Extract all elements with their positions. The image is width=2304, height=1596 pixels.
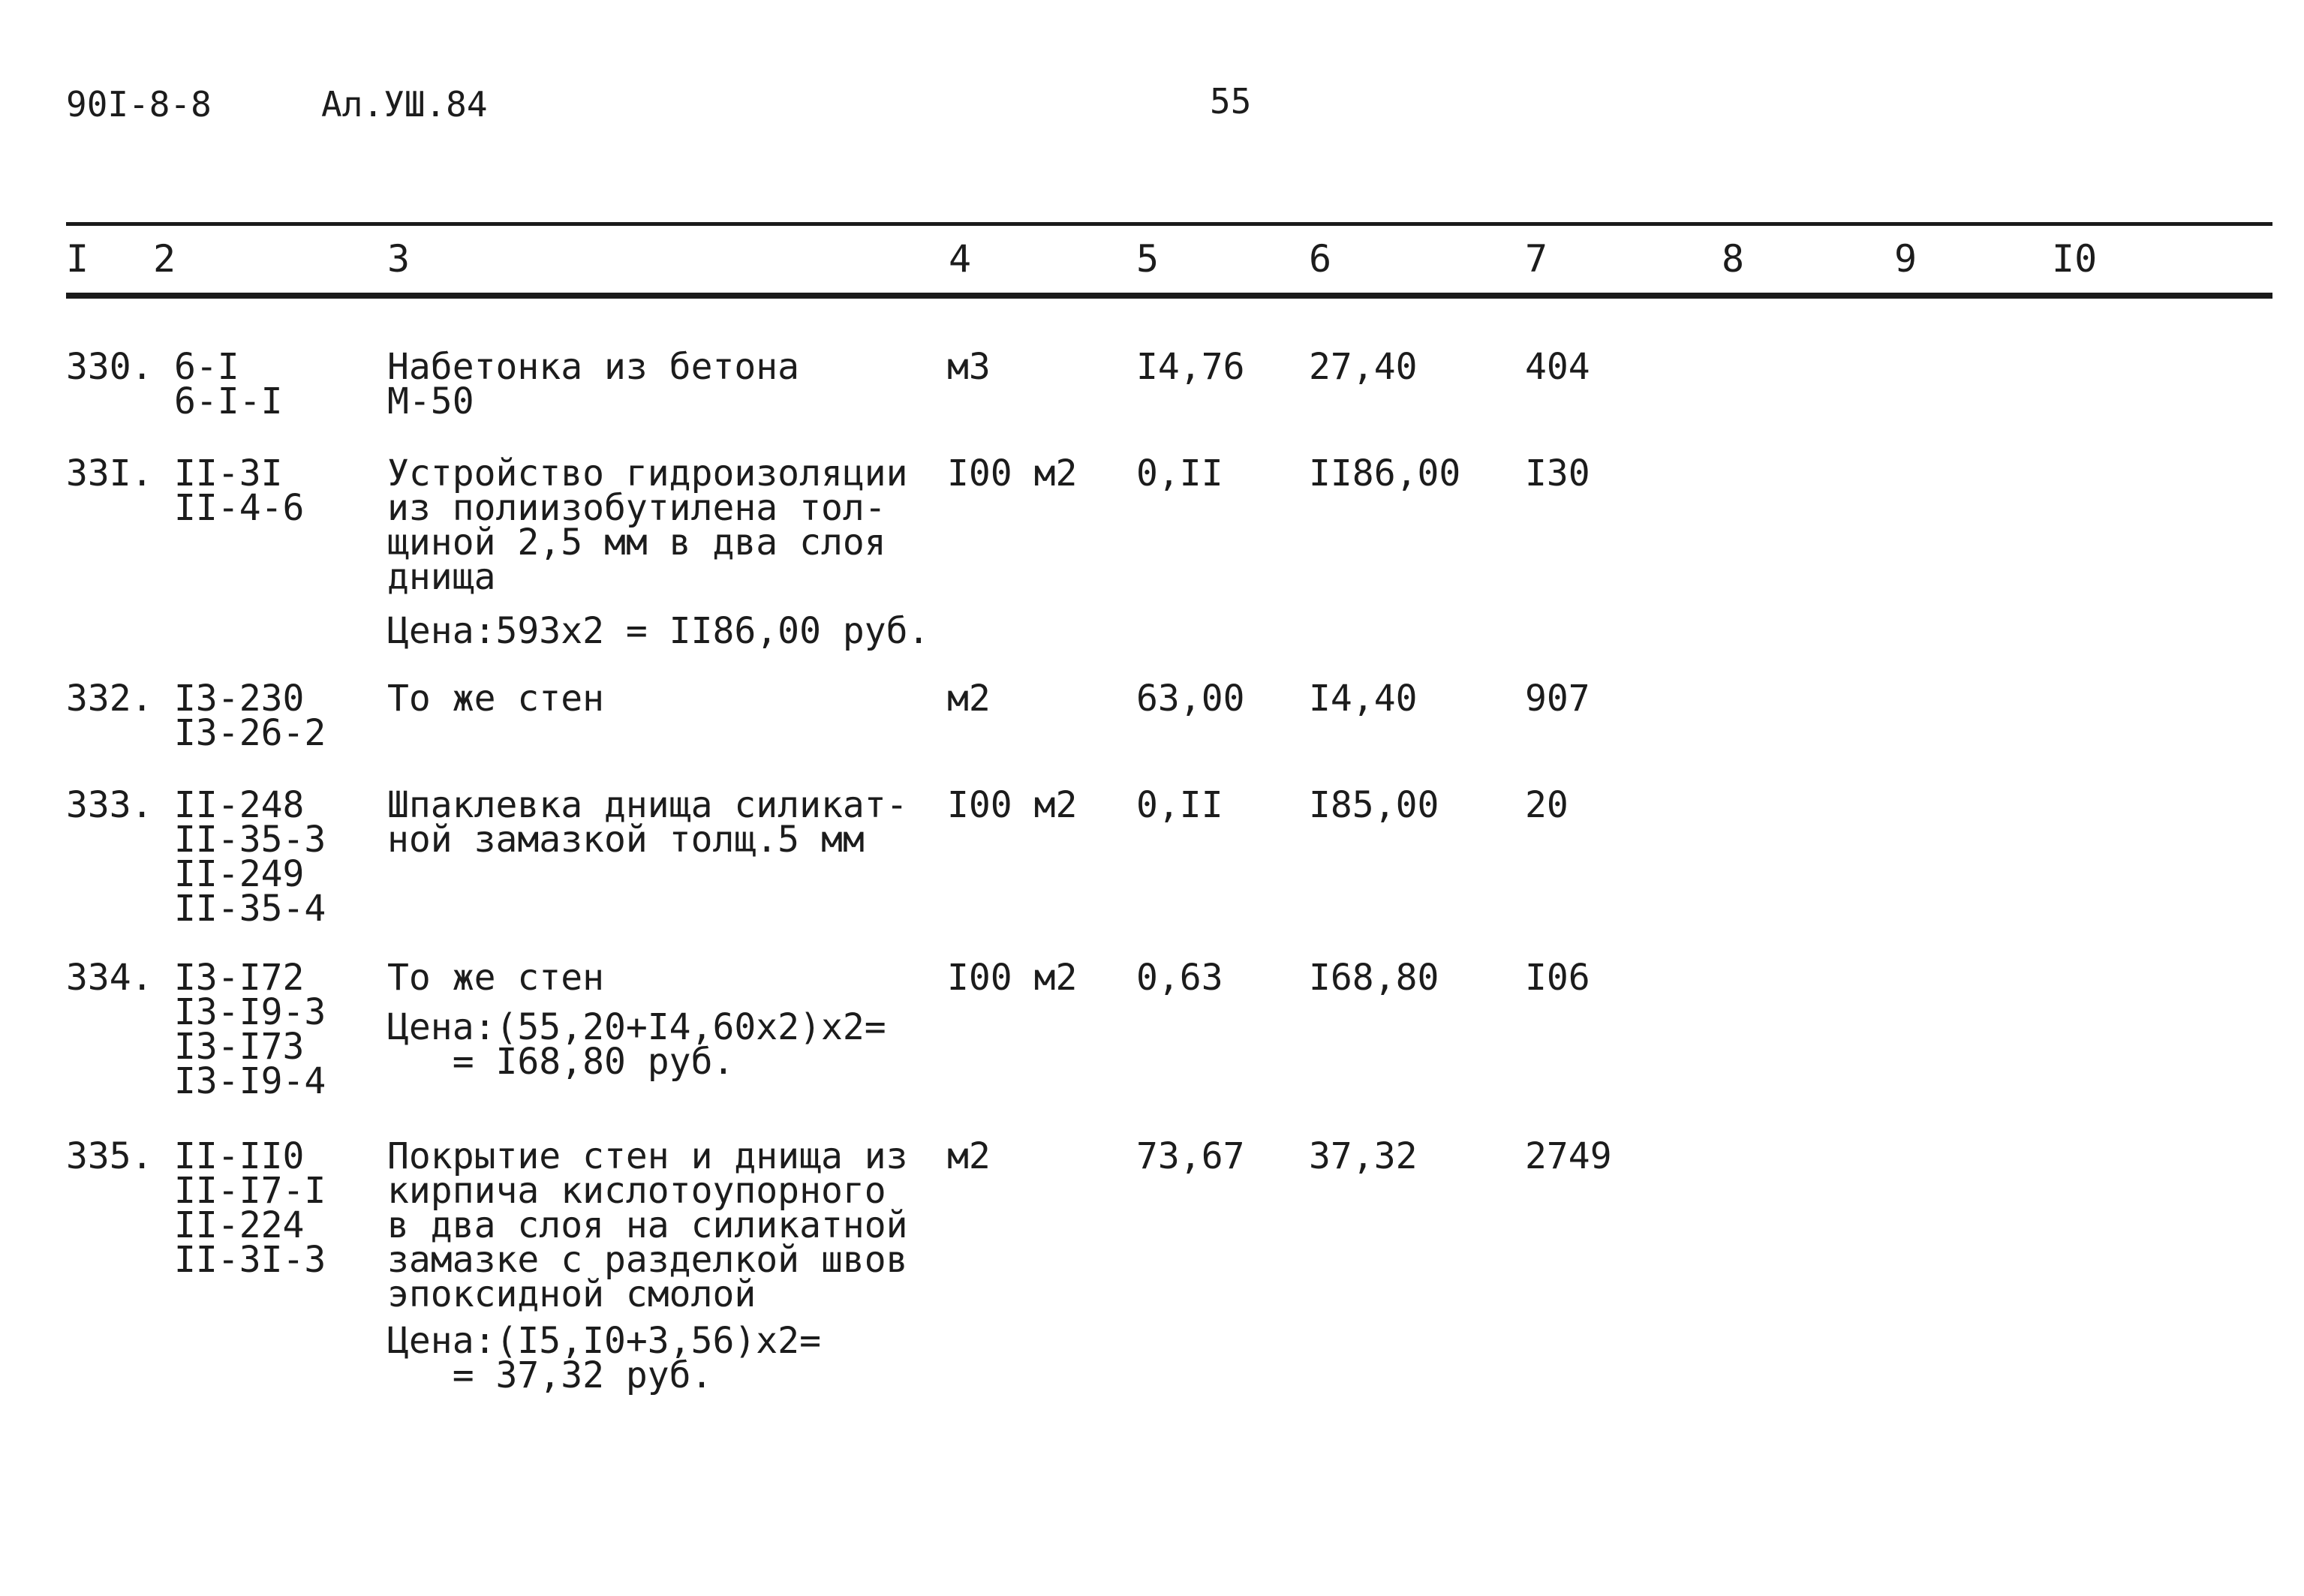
description-line: Покрытие стен и днища из: [387, 1135, 908, 1177]
table-header-rule: [66, 293, 2272, 299]
row-codes: [174, 784, 326, 930]
row-codes: [174, 957, 326, 1102]
row-quantity: I4,76: [1136, 346, 1245, 388]
row-unit: м2: [947, 678, 991, 720]
description-line: днища: [387, 556, 496, 598]
row-number: 330.: [66, 346, 153, 388]
row-unit: I00 м2: [947, 957, 1078, 999]
row-total: 907: [1525, 678, 1590, 720]
row-quantity: 0,II: [1136, 452, 1223, 494]
row-quantity: 0,II: [1136, 784, 1223, 826]
row-unit-price: 37,32: [1309, 1135, 1418, 1177]
price-note-line: = I68,80 руб.: [387, 1041, 735, 1083]
column-header-4: 4: [949, 237, 972, 281]
column-header-6: 6: [1309, 237, 1332, 281]
code-line: I3-I73: [174, 1026, 305, 1068]
code-line: I3-I9-4: [174, 1060, 326, 1102]
row-price-note: [387, 1320, 821, 1396]
price-note-line: Цена:(I5,I0+3,56)х2=: [387, 1320, 821, 1362]
code-line: I3-26-2: [174, 712, 326, 754]
row-unit: м2: [947, 1135, 991, 1177]
row-number: 335.: [66, 1135, 153, 1177]
description-line: М-50: [387, 380, 474, 422]
description-line: Устройство гидроизоляции: [387, 452, 908, 494]
code-line: 6-I-I: [174, 380, 283, 422]
description-line: Набетонка из бетона: [387, 346, 800, 388]
description-line: в два слоя на силикатной: [387, 1204, 908, 1246]
row-number: 33I.: [66, 452, 153, 494]
row-unit: I00 м2: [947, 452, 1078, 494]
description-line: кирпича кислотоупорного: [387, 1170, 886, 1212]
table-top-rule: [66, 222, 2272, 226]
row-description: [387, 957, 604, 999]
price-note-line: Цена:(55,20+I4,60х2)х2=: [387, 1006, 886, 1048]
row-codes: [174, 1135, 326, 1281]
column-header-9: 9: [1894, 237, 1917, 281]
row-total: I06: [1525, 957, 1590, 999]
album-ref: Ал.УШ.84: [321, 84, 488, 125]
row-number: 334.: [66, 957, 153, 999]
description-line: щиной 2,5 мм в два слоя: [387, 521, 886, 564]
description-line: замазке с разделкой швов: [387, 1239, 908, 1281]
description-line: То же стен: [387, 678, 604, 720]
description-line: Шпаклевка днища силикат-: [387, 784, 908, 826]
row-description: [387, 346, 800, 422]
code-line: II-35-4: [174, 888, 326, 930]
description-line: из полиизобутилена тол-: [387, 487, 886, 529]
row-price-note: [387, 610, 930, 652]
code-line: II-248: [174, 784, 305, 826]
row-description: [387, 1135, 908, 1315]
row-codes: [174, 452, 305, 529]
row-total: 2749: [1525, 1135, 1612, 1177]
description-line: эпоксидной смолой: [387, 1273, 756, 1315]
row-unit-price: I85,00: [1309, 784, 1439, 826]
row-codes: [174, 678, 326, 754]
row-description: [387, 678, 604, 720]
code-line: II-I7-I: [174, 1170, 326, 1212]
row-number: 333.: [66, 784, 153, 826]
code-line: I3-I72: [174, 957, 305, 999]
row-codes: [174, 346, 283, 422]
code-line: 6-I: [174, 346, 239, 388]
price-note-line: Цена:593х2 = II86,00 руб.: [387, 610, 930, 652]
row-quantity: 73,67: [1136, 1135, 1245, 1177]
column-header-7: 7: [1525, 237, 1548, 281]
code-line: II-3I: [174, 452, 283, 494]
row-description: [387, 784, 908, 861]
code-line: II-224: [174, 1204, 305, 1246]
row-unit-price: I68,80: [1309, 957, 1439, 999]
column-header-5: 5: [1136, 237, 1160, 281]
row-unit-price: 27,40: [1309, 346, 1418, 388]
description-line: То же стен: [387, 957, 604, 999]
column-header-10: I0: [2052, 237, 2098, 281]
row-total: 404: [1525, 346, 1590, 388]
code-line: II-249: [174, 853, 305, 895]
price-note-line: = 37,32 руб.: [387, 1354, 713, 1396]
row-number: 332.: [66, 678, 153, 720]
description-line: ной замазкой толщ.5 мм: [387, 819, 865, 861]
doc-code: 90I-8-8: [66, 84, 212, 125]
code-line: II-4-6: [174, 487, 305, 529]
row-unit: I00 м2: [947, 784, 1078, 826]
column-header-1: I: [66, 237, 89, 281]
column-header-3: 3: [387, 237, 411, 281]
row-unit: м3: [947, 346, 991, 388]
row-total: I30: [1525, 452, 1590, 494]
code-line: II-3I-3: [174, 1239, 326, 1281]
row-unit-price: I4,40: [1309, 678, 1418, 720]
row-price-note: [387, 1006, 886, 1083]
code-line: II-35-3: [174, 819, 326, 861]
row-total: 20: [1525, 784, 1569, 826]
row-description: [387, 452, 908, 598]
column-header-2: 2: [153, 237, 176, 281]
row-unit-price: II86,00: [1309, 452, 1461, 494]
row-quantity: 63,00: [1136, 678, 1245, 720]
column-header-8: 8: [1722, 237, 1745, 281]
code-line: I3-230: [174, 678, 305, 720]
code-line: I3-I9-3: [174, 991, 326, 1033]
page-number: 55: [1210, 81, 1252, 122]
code-line: II-II0: [174, 1135, 305, 1177]
row-quantity: 0,63: [1136, 957, 1223, 999]
